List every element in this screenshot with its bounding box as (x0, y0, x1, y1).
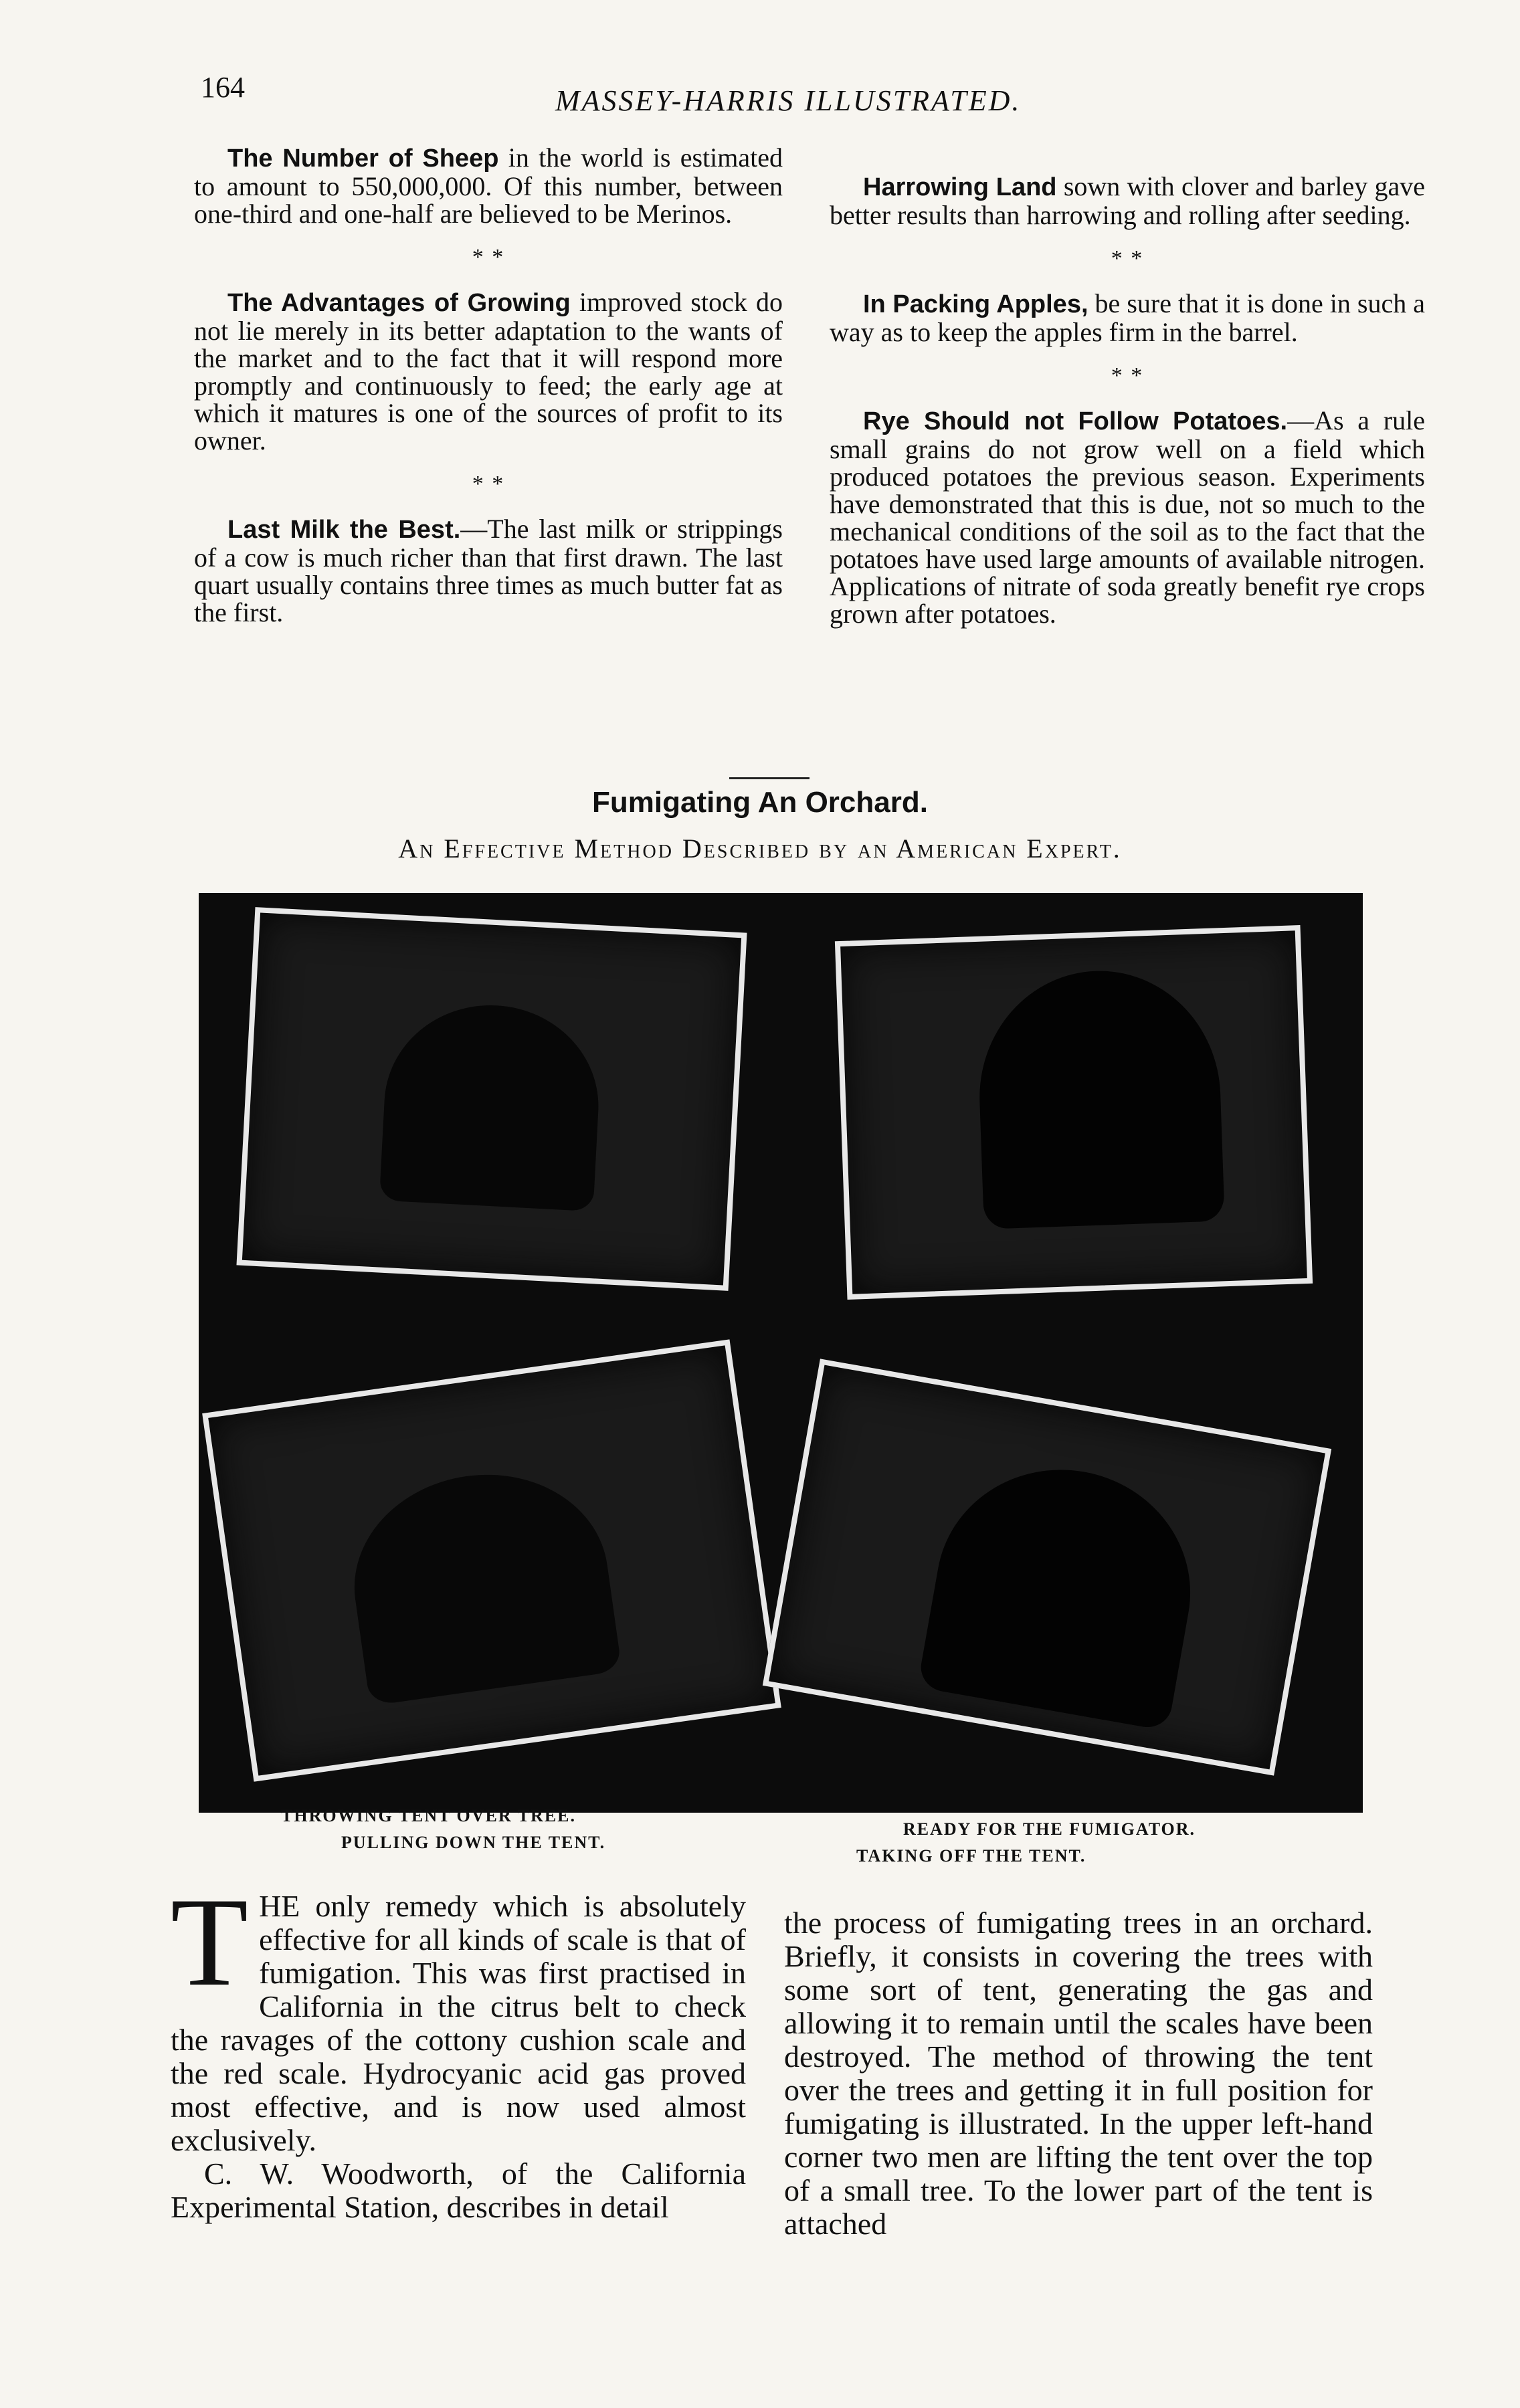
article-paragraph: C. W. Woodworth, of the California Experimental Station, describes in detail (171, 2156, 746, 2224)
article-subtitle: An Effective Method Described by an American Expert. (398, 833, 1122, 864)
caption-pulling-tent: PULLING DOWN THE TENT. (341, 1833, 606, 1852)
item-rye: Rye Should not Follow Potatoes.—As a rule small grains do not grow well on a field which produced potatoes the previous season. Experiments have demonstrated that this is due, not so much to the mechanical conditions of the soil as to the fact that the potatoes have used large amounts of available nitrogen. Applications of nitrate of soda greatly benefit rye crops grown after potatoes. (830, 405, 1425, 629)
caption-ready-fumigator: READY FOR THE FUMIGATOR. (903, 1819, 1196, 1839)
article-body-right (784, 1906, 1373, 2241)
left-column (194, 144, 783, 642)
drop-cap: T (171, 1872, 249, 2013)
article-title: Fumigating An Orchard. (592, 786, 928, 819)
item-sheep: The Number of Sheep in the world is estimated to amount to 550,000,000. Of this number, between one-third and one-half are believed to be Merinos. (194, 142, 783, 229)
article-paragraph: the process of fumigating trees in an orchard. Briefly, it consists in covering the trees with some sort of tent, generating the gas and allowing it to remain until the scales have been destroyed. The method of throwing the tent over the trees and getting it in full position for fumigating is illustrated. In the upper left-hand corner two men are lifting the tent over the top of a small tree. To the lower part of the tent is attached (784, 1906, 1373, 2241)
running-title: MASSEY-HARRIS ILLUSTRATED. (555, 84, 1022, 117)
item-apples: In Packing Apples, be sure that it is done in such a way as to keep the apples firm in the barrel. (830, 288, 1425, 347)
item-harrowing: Harrowing Land sown with clover and barley gave better results than harrowing and rolling after seeding. (830, 171, 1425, 230)
article-paragraph: THE only remedy which is absolutely effective for all kinds of scale is that of fumigation. This was first practised in California in the citrus belt to check the ravages of the cottony cushion scale and the red scale. Hydrocyanic acid gas proved most effective, and is now used almost exclusively. (171, 1872, 746, 2157)
item-advantages: The Advantages of Growing improved stock do not lie merely in its better adaptation to the wants of the market and to the fact that it will respond more promptly and continuously to feed; the early age at which it matures is one of the sources of profit to its owner. (194, 287, 783, 456)
divider-rule (729, 777, 810, 779)
orchard-photo-collage (199, 893, 1363, 1813)
separator-stars: * * (1111, 246, 1144, 271)
page-number: 164 (201, 71, 245, 104)
photo-taking-off-tent (763, 1359, 1331, 1775)
separator-stars: * * (1111, 363, 1144, 388)
item-last-milk: Last Milk the Best.—The last milk or strippings of a cow is much richer than that first drawn. The last quart usually contains three times as much butter fat as the first. (194, 514, 783, 627)
caption-left (281, 1803, 749, 1856)
right-column (830, 173, 1425, 643)
tree-silhouette (917, 1449, 1210, 1731)
photo-ready-fumigator (835, 925, 1313, 1300)
tree-silhouette (379, 1000, 603, 1211)
photo-throwing-tent (236, 907, 747, 1291)
tree-silhouette (975, 967, 1225, 1229)
article-body-left (171, 1872, 746, 2224)
caption-right (856, 1816, 1338, 1870)
caption-throwing-tent: THROWING TENT OVER TREE. (281, 1806, 576, 1825)
separator-stars: * * (472, 245, 505, 270)
caption-taking-off-tent: TAKING OFF THE TENT. (856, 1846, 1086, 1866)
photo-pulling-tent (202, 1339, 781, 1781)
tree-silhouette (341, 1459, 622, 1706)
separator-stars: * * (472, 472, 505, 496)
